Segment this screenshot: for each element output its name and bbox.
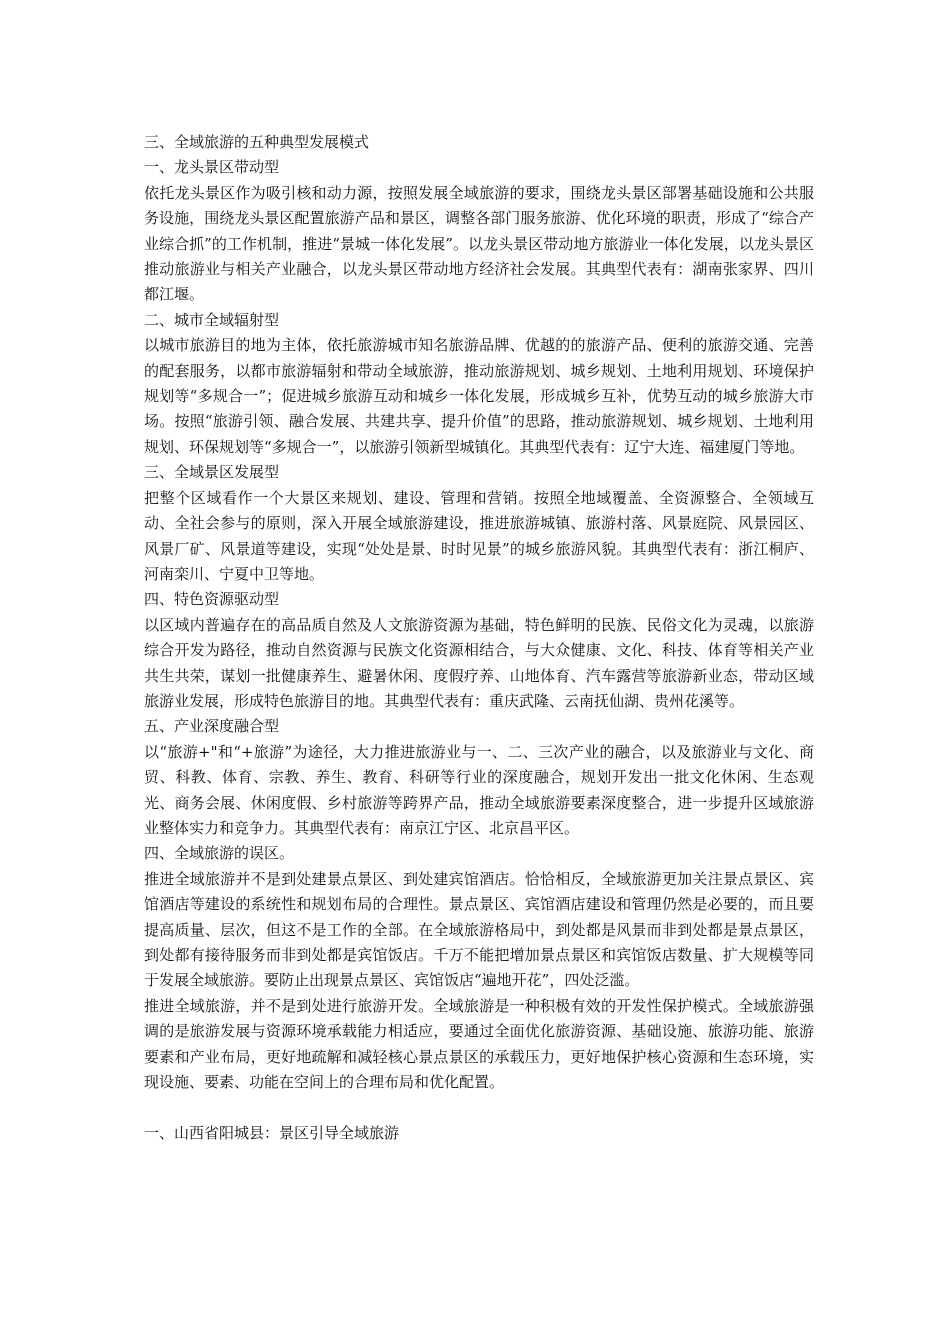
section-heading: 三、全域旅游的五种典型发展模式 xyxy=(144,133,370,151)
blank-line xyxy=(144,1095,814,1120)
body-paragraph: 推进全域旅游，并不是到处进行旅游开发。全域旅游是一种积极有效的开发性保护模式。全域旅游强调的是旅游发展与资源环境承载能力相适应，要通过全面优化旅游资源、基础设施、旅游功能、旅游要素和产业布局，更好地疏解和减轻核心景点景区的承载压力，更好地保护核心资源和生态环境，实现设施、要素、功能在空间上的合理布局和优化配置。 xyxy=(144,996,814,1092)
subsection-heading: 一、龙头景区带动型 xyxy=(144,158,280,177)
subsection-heading: 四、特色资源驱动型 xyxy=(144,590,280,609)
subsection-heading: 二、城市全域辐射型 xyxy=(144,310,280,329)
body-paragraph: 以区域内普遍存在的高品质自然及人文旅游资源为基础，特色鲜明的民族、民俗文化为灵魂，以旅游综合开发为路径，推动自然资源与民族文化资源相结合，与大众健康、文化、科技、体育等相关产业共生共荣，谋划一批健康养生、避暑休闲、度假疗养、山地体育、汽车露营等旅游新业态，带动区域旅游业发展，形成特色旅游目的地。其典型代表有：重庆武隆、云南抚仙湖、贵州花溪等。 xyxy=(144,615,814,710)
case-heading: 一、山西省阳城县：景区引导全域旅游 xyxy=(144,1123,400,1142)
subsection-heading: 五、产业深度融合型 xyxy=(144,717,280,736)
body-paragraph: 以城市旅游目的地为主体，依托旅游城市知名旅游品牌、优越的的旅游产品、便利的旅游交通、完善的配套服务，以都市旅游辐射和带动全域旅游，推动旅游规划、城乡规划、土地利用规划、环境保护规划等“多规合一”；促进城乡旅游互动和城乡一体化发展，形成城乡互补，优势互动的城乡旅游大市场。按照“旅游引领、融合发展、共建共享、提升价值”的思路，推动旅游规划、城乡规划、土地利用规划、环保规划等“多规合一”，以旅游引领新型城镇化。其典型代表有：辽宁大连、福建厦门等地。 xyxy=(144,336,814,456)
section-heading: 四、全域旅游的误区。 xyxy=(144,844,295,863)
subsection-heading: 三、全域景区发展型 xyxy=(144,463,280,482)
document-body xyxy=(144,130,814,1146)
body-paragraph: 推进全域旅游并不是到处建景点景区、到处建宾馆酒店。恰恰相反，全域旅游更加关注景点景区、宾馆酒店等建设的系统性和规划布局的合理性。景点景区、宾馆酒店建设和管理仍然是必要的，而且要提高质量、层次，但这不是工作的全部。在全域旅游格局中，到处都是风景而非到处都是景点景区，到处都有接待服务而非到处都是宾馆饭店。千万不能把增加景点景区和宾馆饭店数量、扩大规模等同于发展全域旅游。要防止出现景点景区、宾馆饭店“遍地开花”，四处泛滥。 xyxy=(144,869,814,990)
body-paragraph: 把整个区域看作一个大景区来规划、建设、管理和营销。按照全地域覆盖、全资源整合、全领域互动、全社会参与的原则，深入开展全域旅游建设，推进旅游城镇、旅游村落、风景庭院、风景园区、风景厂矿、风景道等建设，实现“处处是景、时时见景”的城乡旅游风貌。其典型代表有：浙江桐庐、河南栾川、宁夏中卫等地。 xyxy=(144,488,814,583)
body-paragraph: 以“旅游+"和“+旅游”为途径，大力推进旅游业与一、二、三次产业的融合，以及旅游业与文化、商贸、科教、体育、宗教、养生、教育、科研等行业的深度融合，规划开发出一批文化休闲、生态观光、商务会展、休闲度假、乡村旅游等跨界产品，推动全域旅游要素深度整合，进一步提升区域旅游业整体实力和竞争力。其典型代表有：南京江宁区、北京昌平区。 xyxy=(144,742,814,837)
body-paragraph: 依托龙头景区作为吸引核和动力源，按照发展全域旅游的要求，围绕龙头景区部署基础设施和公共服务设施，围绕龙头景区配置旅游产品和景区，调整各部门服务旅游、优化环境的职责，形成了“综合产业综合抓”的工作机制，推进“景城一体化发展”。以龙头景区带动地方旅游业一体化发展，以龙头景区推动旅游业与相关产业融合，以龙头景区带动地方经济社会发展。其典型代表有：湖南张家界、四川都江堰。 xyxy=(144,183,814,304)
